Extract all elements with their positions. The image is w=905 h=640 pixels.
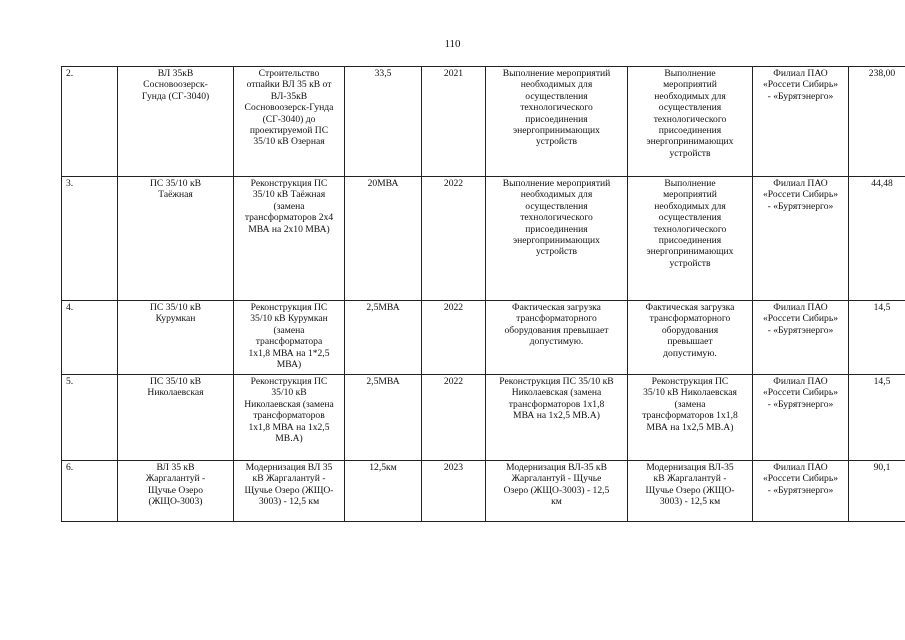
table-row <box>62 375 905 461</box>
table-row <box>62 177 905 301</box>
object-name: ПС 35/10 кВ Таёжная <box>149 178 202 201</box>
justification: Реконструкция ПС 35/10 кВ Николаевская (замена трансформаторов 1х1,8 МВА на 1х2,5 МВ.А) <box>499 376 614 422</box>
cost-value: 238,00 <box>868 68 896 79</box>
organization: Филиал ПАО «Россети Сибирь» - «Бурятэнерго» <box>762 462 839 496</box>
table-row <box>62 67 905 177</box>
page-number: 110 <box>444 38 461 50</box>
year-value: 2022 <box>443 376 464 387</box>
cost-value: 90,1 <box>873 462 891 473</box>
organization: Филиал ПАО «Россети Сибирь» - «Бурятэнерго» <box>762 376 839 410</box>
justification: Модернизация ВЛ-35 кВ Жаргалантуй - Щучье Озеро (ЖЩО-3003) - 12,5 км <box>503 462 610 508</box>
object-name: ВЛ 35кВ Сосновоозерск- Гунда (СГ-3040) <box>141 68 210 102</box>
row-number: 2. <box>66 68 74 79</box>
work-description: Модернизация ВЛ 35 кВ Жаргалантуй - Щучье Озеро (ЖЩО- 3003) - 12,5 км <box>244 462 334 508</box>
object-name: ПС 35/10 кВ Николаевская <box>147 376 204 399</box>
organization: Филиал ПАО «Россети Сибирь» - «Бурятэнерго» <box>762 178 839 212</box>
year-value: 2022 <box>443 178 464 189</box>
table-row <box>62 461 905 522</box>
justification-secondary: Реконструкция ПС 35/10 кВ Николаевская (замена трансформаторов 1х1,8 МВА на 1х2,5 МВ.А) <box>642 376 738 433</box>
table-row <box>62 301 905 375</box>
work-description: Реконструкция ПС 35/10 кВ Таёжная (замена трансформаторов 2х4 МВА на 2х10 МВА) <box>244 178 334 235</box>
organization: Филиал ПАО «Россети Сибирь» - «Бурятэнерго» <box>762 68 839 102</box>
justification-secondary: Выполнение мероприятий необходимых для осуществления технологического присоединения энергопринимающих устройств <box>646 178 734 269</box>
capacity-value: 33,5 <box>374 68 392 79</box>
investment-table <box>61 66 905 522</box>
year-value: 2023 <box>443 462 464 473</box>
work-description: Строительство отпайки ВЛ 35 кВ от ВЛ-35кВ Сосновоозерск-Гунда (СГ-3040) до проектируемой ПС 35/10 кВ Озерная <box>244 68 334 148</box>
capacity-value: 2,5МВА <box>366 302 400 313</box>
capacity-value: 2,5МВА <box>366 376 400 387</box>
justification-secondary: Фактическая загрузка трансформаторного оборудования превышает допустимую. <box>645 302 735 359</box>
work-description: Реконструкция ПС 35/10 кВ Николаевская (замена трансформаторов 1х1,8 МВА на 1х2,5 МВ.А) <box>244 376 334 445</box>
object-name: ПС 35/10 кВ Курумкан <box>149 302 202 325</box>
cost-value: 14,5 <box>873 376 891 387</box>
capacity-value: 12,5км <box>369 462 397 473</box>
row-number: 3. <box>66 178 74 189</box>
justification-secondary: Выполнение мероприятий необходимых для осуществления технологического присоединения энергопринимающих устройств <box>646 68 734 159</box>
justification: Выполнение мероприятий необходимых для осуществления технологического присоединения энергопринимающих устройств <box>502 68 611 148</box>
organization: Филиал ПАО «Россети Сибирь» - «Бурятэнерго» <box>762 302 839 336</box>
capacity-value: 20МВА <box>367 178 399 189</box>
year-value: 2021 <box>443 68 464 79</box>
row-number: 5. <box>66 376 74 387</box>
object-name: ВЛ 35 кВ Жаргалантуй - Щучье Озеро (ЖЩО-3003) <box>145 462 206 508</box>
justification-secondary: Модернизация ВЛ-35 кВ Жаргалантуй - Щучье Озеро (ЖЩО- 3003) - 12,5 км <box>645 462 735 508</box>
cost-value: 44,48 <box>871 178 893 189</box>
justification: Выполнение мероприятий необходимых для осуществления технологического присоединения энергопринимающих устройств <box>502 178 611 258</box>
work-description: Реконструкция ПС 35/10 кВ Курумкан (замена трансформатора 1х1,8 МВА на 1*2,5 МВА) <box>248 302 330 370</box>
cost-value: 14,5 <box>873 302 891 313</box>
row-number: 6. <box>66 462 74 473</box>
justification: Фактическая загрузка трансформаторного оборудования превышает допустимую. <box>504 302 609 348</box>
row-number: 4. <box>66 302 74 313</box>
year-value: 2022 <box>443 302 464 313</box>
